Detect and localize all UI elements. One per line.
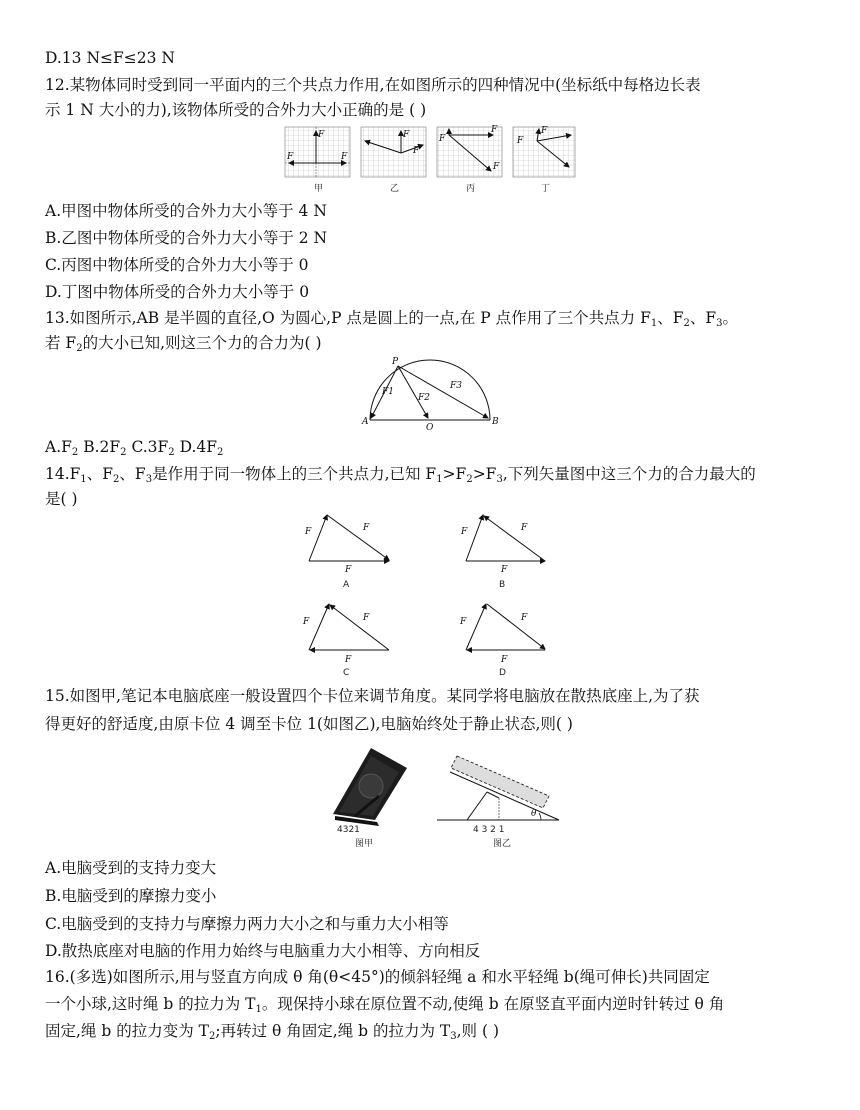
svg-text:F: F: [345, 565, 352, 575]
svg-text:F: F: [501, 655, 508, 665]
q14-caption-d: D: [499, 668, 506, 677]
q13-options: $A.F_2$ $B.2F_2$ $C.3F_2$ $D.4F_2$: [45, 438, 224, 458]
q13-label-f2: F2: [418, 393, 430, 403]
q13-label-f1: F1: [382, 387, 394, 397]
q16-line2: 一个小球,这时绳 b 的拉力为 $T_1$。现保持小球在原位置不动,使绳 b 在原竖直平面内逆时针转过 θ 角: [45, 995, 725, 1015]
q14-caption-c: C: [343, 668, 350, 677]
q13-label-b: B: [492, 417, 499, 427]
svg-text:F: F: [493, 162, 500, 172]
q12-caption-jia: 甲: [314, 184, 324, 194]
q14-diagram-c: [302, 604, 389, 677]
q15-schematic: [437, 756, 559, 848]
q15-option-c: C.电脑受到的支持力与摩擦力两力大小之和与重力大小相等: [45, 915, 449, 933]
q15-stem-line2: 得更好的舒适度,由原卡位 4 调至卡位 1(如图乙),电脑始终处于静止状态,则( ): [45, 715, 573, 733]
q15-option-a: A.电脑受到的支持力变大: [45, 859, 217, 877]
svg-text:F: F: [403, 130, 410, 140]
q13-label-p: P: [392, 357, 399, 367]
q12-stem-line2: 示 1 N 大小的力),该物体所受的合外力大小正确的是 ( ): [45, 101, 427, 119]
q15-caption-jia: 图甲: [355, 839, 374, 848]
svg-text:F: F: [345, 655, 352, 665]
svg-text:F: F: [521, 523, 528, 533]
q12-caption-yi: 乙: [390, 184, 400, 194]
svg-text:F: F: [501, 565, 508, 575]
q12-stem-line1: 12.某物体同时受到同一平面内的三个共点力作用,在如图所示的四种情况中(坐标纸中每格边长表: [45, 76, 701, 94]
q15-figure: [325, 742, 565, 848]
svg-text:F: F: [363, 613, 370, 623]
svg-text:F: F: [287, 152, 294, 162]
q13-label-f3: F3: [450, 381, 462, 391]
q12-figure: [283, 125, 578, 195]
q13-figure: [358, 352, 508, 432]
q15-caption-yi: 图乙: [493, 839, 512, 848]
svg-text:F: F: [305, 527, 312, 537]
q13-stem-line2: 若 $F_2$的大小已知,则这三个力的合力为( ): [45, 334, 322, 354]
q15-stem-line1: 15.如图甲,笔记本电脑底座一般设置四个卡位来调节角度。某同学将电脑放在散热底座上,为了获: [45, 687, 700, 705]
q12-diagram-yi: [361, 127, 426, 177]
svg-text:F: F: [541, 126, 548, 136]
svg-text:F: F: [439, 134, 446, 144]
q12-option-b: B.乙图中物体所受的合外力大小等于 2 N: [45, 229, 328, 247]
q12-caption-ding: 丁: [541, 184, 551, 194]
q15-option-d: D.散热底座对电脑的作用力始终与电脑重力大小相等、方向相反: [45, 942, 481, 960]
q14-stem-line2: 是( ): [45, 490, 78, 508]
svg-text:F: F: [303, 617, 310, 627]
q14-caption-a: A: [343, 580, 350, 590]
q14-caption-b: B: [499, 580, 506, 590]
svg-text:F: F: [491, 125, 498, 135]
q12-diagram-ding: [513, 126, 575, 177]
q12-diagram-bing: [437, 125, 502, 177]
q14-stem-line1: $14.F_1$、$F_2$、$F_3$是作用于同一物体上的三个共点力,已知 $F_1>F_2>F_3$,下列矢量图中这三个力的合力最大的: [45, 465, 756, 485]
q12-option-a: A.甲图中物体所受的合外力大小等于 4 N: [45, 202, 327, 220]
svg-text:F: F: [521, 613, 528, 623]
q15-stand-photo: [333, 748, 407, 848]
q14-diagram-d: [459, 604, 545, 677]
q16-line1: 16.(多选)如图所示,用与竖直方向成 θ 角(θ<45°)的倾斜轻绳 a 和水平轻绳 b(绳可伸长)共同固定: [45, 968, 710, 986]
q14-diagram-b: [460, 515, 545, 590]
q13-stem-line1: 13.如图所示,AB 是半圆的直径,O 为圆心,P 点是圆上的一点,在 P 点作用了三个共点力 $F_1$、$F_2$、$F_3$。: [45, 309, 738, 329]
q16-line3: 固定,绳 b 的拉力变为 $T_2$;再转过 θ 角固定,绳 b 的拉力为 $T_3$,则 ( ): [45, 1022, 500, 1042]
svg-text:F: F: [461, 527, 468, 537]
q14-diagram-a: [304, 515, 389, 590]
q12-caption-bing: 丙: [466, 184, 476, 194]
q11-option-d: D.13 N≤F≤23 N: [45, 49, 175, 67]
q13-label-a: A: [362, 417, 369, 427]
q12-option-d: D.丁图中物体所受的合外力大小等于 0: [45, 283, 310, 301]
q14-figure: [295, 512, 560, 677]
q15-left-slot-label: 4321: [337, 825, 360, 835]
svg-text:F: F: [363, 523, 370, 533]
q15-option-b: B.电脑受到的摩擦力变小: [45, 887, 217, 905]
q12-diagram-jia: [285, 127, 350, 177]
svg-text:F: F: [517, 136, 524, 146]
svg-text:F: F: [460, 617, 467, 627]
q15-right-slot-label: 4 3 2 1: [473, 825, 505, 835]
q15-theta: θ: [531, 809, 537, 819]
svg-text:F: F: [341, 152, 348, 162]
svg-text:F: F: [413, 146, 420, 156]
q13-label-o: O: [426, 423, 434, 432]
svg-text:F: F: [318, 130, 325, 140]
q12-option-c: C.丙图中物体所受的合外力大小等于 0: [45, 256, 309, 274]
